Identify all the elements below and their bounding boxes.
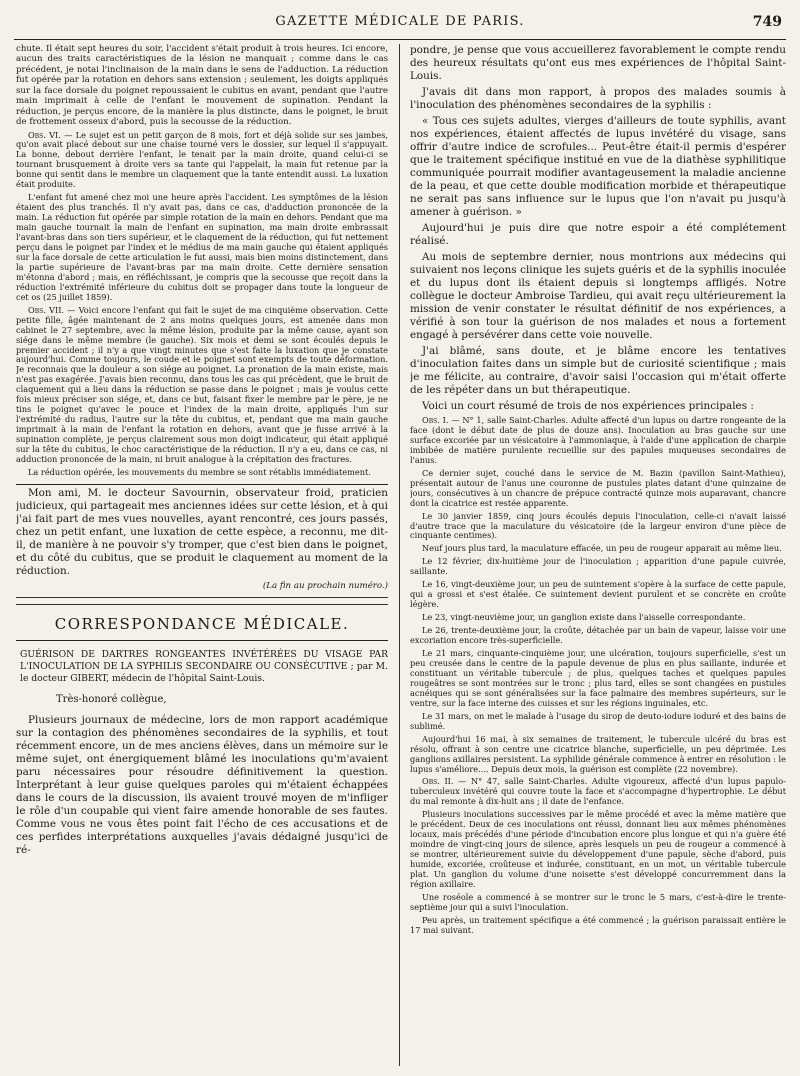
paragraph: Le 12 février, dix-huitième jour de l'inoculation ; apparition d'une papule cuivrée, saillante. bbox=[410, 556, 786, 577]
article-title: GUÉRISON DE DARTRES RONGEANTES INVÉTÉRÉES DU VISAGE PAR L'INOCULATION DE LA SYPHILIS SECONDAIRE OU CONSÉCUTIVE ; par M. le docteur GIBERT, médecin de l'hôpital Saint-Louis. bbox=[20, 648, 388, 685]
left-column bbox=[16, 44, 388, 1068]
right-column bbox=[410, 44, 786, 1068]
paragraph: Une roséole a commencé à se montrer sur le tronc le 5 mars, c'est-à-dire le trente-septième jour qui a suivi l'inoculation. bbox=[410, 891, 786, 912]
section-rule bbox=[16, 484, 388, 485]
observation-text: — N° 47, salle Saint-Charles. Adulte vigoureux, affecté d'un lupus papulo-tuberculeux invétéré qui couvre toute la face et s'accompagne d'hypertrophie. Le début du mal remonte à dix-huit ans ; il date de l'enfance. bbox=[410, 776, 786, 807]
heading-rule bbox=[16, 640, 388, 641]
observation-label: Obs. II. bbox=[422, 776, 454, 787]
paragraph: Voici un court résumé de trois de nos expériences principales : bbox=[422, 400, 754, 412]
observation-text: — Le sujet est un petit garçon de 8 mois, fort et déjà solide sur ses jambes, qu'on avait placé debout sur une chaise tourné vers le dossier, sur lequel il s'appuyait. La bonne, debout derrière l'enfant, le tenait par la main droite, quand celui-ci se tournant brusquement à droite vers sa tante qui l'appelait, la main fut retenue par la bonne qui sentit dans le membre un claquement que la tante entendit aussi. La luxation était produite. bbox=[16, 129, 388, 190]
paragraph: J'avais dit dans mon rapport, à propos des malades soumis à l'inoculation des phénomènes secondaires de la syphilis : bbox=[410, 86, 786, 111]
observation-6 bbox=[16, 131, 388, 191]
paragraph: Au mois de septembre dernier, nous montrions aux médecins qui suivaient nos leçons clinique les sujets guéris et de la syphilis inoculée et du lupus dont ils étaient depuis si longtemps affligés. Notre collègue le docteur Ambroise Tardieu, qui avait reçu ultérieurement la mission de venir constater le résultat définitif de nos expériences, a vérifié à son tour la guérison de nos malades et nous a fortement engagé à persévérer dans cette voie nouvelle. bbox=[410, 251, 786, 341]
observation-label: Obs. VII. bbox=[28, 304, 65, 315]
paragraph: Le 30 janvier 1859, cinq jours écoulés depuis l'inoculation, celle-ci n'avait laissé d'autre trace que la maculature du vésicatoire (de la largeur environ d'une pièce de cinquante centimes). bbox=[410, 510, 786, 541]
paragraph: Aujourd'hui je puis dire que notre espoir a été complétement réalisé. bbox=[410, 222, 786, 247]
paragraph: Ce dernier sujet, couché dans le service de M. Bazin (pavillon Saint-Mathieu), présentait autour de l'anus une couronne de pustules plates datant d'une quinzaine de jours, consécutives à un chancre de prépuce contracté quinze mois auparavant, chancre dont la cicatrice est restée apparente. bbox=[410, 467, 786, 508]
paragraph: chute. Il était sept heures du soir, l'accident s'était produit à trois heures. Ici encore, aucun des traits caractéristiques de la lésion ne manquait ; comme dans le cas précédent, je notai l'inclinaison de la main dans le sens de l'adduction. La réduction fut opérée par la rotation en dehors sans extension ; seulement, les doigts appliqués sur la face dorsale du poignet repoussaient le cubitus en avant, pendant que l'autre main imprimait à celle de l'enfant le mouvement de supination. Pendant la réduction, je perçus encore, de la manière la plus distincte, dans le poignet, le bruit de frottement osseux d'abord, puis la secousse de la réduction. bbox=[16, 44, 388, 128]
paragraph: Le 26, trente-deuxième jour, la croûte, détachée par un bain de vapeur, laisse voir une excoriation encore très-superficielle. bbox=[410, 625, 786, 646]
paragraph: Plusieurs inoculations successives par le même procédé et avec la même matière que le précédent. Deux de ces inoculations ont réussi, donnant lieu aux mêmes phénomènes locaux, mais précédés d'une période d'incubation encore plus longue et qui n'a guère été moindre de vingt-cinq jours de silence, après lesquels un peu de rougeur a commencé à se montrer, ultérieurement suivie du développement d'une papule, sèche d'abord, puis humide, excoriée, croûteuse et indurée, constituant, en un mot, un véritable tubercule plat. Un ganglion du volume d'une noisette s'est développé concurremment dans la région axillaire. bbox=[410, 809, 786, 889]
paragraph: Neuf jours plus tard, la maculature effacée, un peu de rougeur apparait au même lieu. bbox=[422, 543, 782, 554]
paragraph: Aujourd'hui 16 mai, à six semaines de traitement, le tubercule ulcéré du bras est résolu, offrant à son centre une cicatrice blanche, superficielle, un peu déprimée. Les ganglions axillaires persistent. La syphilide générale commence à entrer en résolution : le lupus s'améliore.... Depuis deux mois, la guérison est complète (22 novembre). bbox=[410, 733, 786, 774]
observation-1 bbox=[410, 416, 786, 466]
column-divider bbox=[399, 44, 400, 1066]
observation-2 bbox=[410, 777, 786, 807]
observation-text: — N° 1, salle Saint-Charles. Adulte affecté d'un lupus ou dartre rongeante de la face (dont le début date de plus de douze ans). Inoculation au bras gauche sur une surface excoriée par un vésicatoire à l'ammoniaque, à l'aide d'une application de charpie imbibée de matière purulente recueillie sur des papules muqueuses secondaires de l'anus. bbox=[410, 415, 786, 465]
section-heading: CORRESPONDANCE MÉDICALE. bbox=[54, 615, 350, 634]
header-rule bbox=[14, 39, 786, 40]
journal-title: GAZETTE MÉDICALE DE PARIS. bbox=[275, 14, 525, 29]
to-be-continued: (La fin au prochain numéro.) bbox=[262, 580, 388, 591]
paragraph: pondre, je pense que vous accueillerez favorablement le compte rendu des heureux résultats qu'ont eus mes expériences de l'hôpital Saint-Louis. bbox=[410, 44, 786, 82]
ornamental-rule bbox=[16, 597, 388, 605]
observation-label: Obs. I. bbox=[422, 415, 449, 425]
paragraph: Plusieurs journaux de médecine, lors de mon rapport académique sur la contagion des phénomènes secondaires de la syphilis, et tout récemment encore, un de mes anciens élèves, dans un mémoire sur le même sujet, ont énergiquement blâmé les inoculations qu'm'avaient paru nécessaires pour résoudre définitivement la question. Interprétant à leur guise quelques paroles qui m'étaient échappées dans le cours de la discussion, ils avaient trouvé moyen de m'infliger le rôle d'un coupable qui vient faire amende honorable de ses fautes. Comme vous ne vous êtes point fait l'écho de ces accusations et de ces perfides interprétations auxquelles j'avais dédaigné jusqu'ici de ré- bbox=[16, 713, 388, 856]
observation-7 bbox=[16, 306, 388, 465]
paragraph: Le 31 mars, on met le malade à l'usage du sirop de deuto-iodure ioduré et des bains de sublimé. bbox=[410, 710, 786, 731]
paragraph: J'ai blâmé, sans doute, et je blâme encore les tentatives d'inoculation faites dans un simple but de curiosité scientifique ; mais je me félicite, au contraire, d'avoir saisi l'occasion qui m'était offerte de les répéter dans un but thérapeutique. bbox=[410, 345, 786, 396]
quotation: « Tous ces sujets adultes, vierges d'ailleurs de toute syphilis, avant nos expériences, étaient affectés de lupus invétéré du visage, sans offrir d'autre indice de scrofules... Peut-être était-il permis d'espérer que le traitement spécifique institué en vue de la diathèse syphilitique communiquée pourrait modifier avantageusement la maladie ancienne de la peau, et que cette double modification morbide et thérapeutique ne serait pas sans influence sur le lupus que l'on n'avait pu jusqu'à amener à guérison. » bbox=[410, 115, 786, 218]
paragraph: Peu après, un traitement spécifique a été commencé ; la guérison paraissait entière le 17 mai suivant. bbox=[410, 914, 786, 935]
paragraph: Le 21 mars, cinquante-cinquième jour, une ulcération, toujours superficielle, s'est un peu creusée dans le centre de la papule devenue de plus en plus saillante, indurée et constituant un véritable tubercule ; de plus, quelques taches et quelques papules rougeâtres se sont montrées sur le tronc ; plus tard, elles se sont changées en pustules acnéiques qui se sont généralisées sur la face palmaire des membres supérieurs, sur le ventre, sur la face interne des cuisses et sur les régions inguinales, etc. bbox=[410, 648, 786, 708]
page-number: 749 bbox=[752, 14, 782, 30]
page-header bbox=[14, 14, 786, 36]
paragraph: Mon ami, M. le docteur Savournin, observateur froid, praticien judicieux, qui partageait mes anciennes idées sur cette lésion, et à qui j'ai fait part de mes vues nouvelles, ayant rencontré, ces jours passés, chez un petit enfant, une luxation de cette espèce, a reconnu, me dit-il, de manière à ne pouvoir s'y tromper, que c'est bien dans le poignet, et du côté du cubitus, que se produit le claquement au moment de la réduction. bbox=[16, 486, 388, 577]
observation-text: — Voici encore l'enfant qui fait le sujet de ma cinquième observation. Cette petite fille, âgée maintenant de 2 ans moins quelques jours, est amenée dans mon cabinet le 27 septembre, avec la même lésion, produite par la même cause, ayant son siége dans le même membre (le gauche). Six mois et demi se sont écoulés depuis le premier accident ; il n'y a que vingt minutes que s'est faite la luxation que je constate aujourd'hui. Comme toujours, le coude et le poignet sont exempts de toute déformation. Je reconnais que la douleur a son siége au poignet. La pronation de la main existe, mais n'est pas exagérée. J'avais bien reconnu, dans tous les cas qui précèdent, que le bruit de claquement qui a lieu dans la réduction se passe dans le poignet ; mais je voulus cette fois mieux préciser son siége, et, dans ce but, faisant fixer le membre par le père, je ne tins le poignet qu'avec le pouce et l'index de la main droite, appliqués l'un sur l'extrémité du radius, l'autre sur la tête du cubitus, et, pendant que ma main gauche imprimait à la main de l'enfant la rotation en dehors, avant que je fusse arrivé à la supination complète, je perçus clairement sous mon doigt indicateur, qui était appliqué sur la tête du cubitus, le choc caractéristique de la réduction. Il n'y a eu, dans ce cas, ni adduction prononcée de la main, ni bruit analogue à la crépitation des fractures. bbox=[16, 304, 388, 464]
paragraph: Le 23, vingt-neuvième jour, un ganglion existe dans l'aisselle correspondante. bbox=[422, 612, 746, 623]
salutation: Très-honoré collègue, bbox=[56, 693, 167, 705]
paragraph: L'enfant fut amené chez moi une heure après l'accident. Les symptômes de la lésion étaient des plus tranchés. Il n'y avait pas, dans ce cas, d'adduction prononcée de la main. La réduction fut opérée par simple rotation de la main en dehors. Pendant que ma main gauche tournait la main de l'enfant en supination, ma main droite embrassait l'avant-bras dans son tiers supérieur, et le claquement de la réduction, qui fut nettement perçu dans le poignet par l'index et le médius de ma main gauche qui étaient appliqués sur la face dorsale de cette articulation le fut aussi, mais bien moins distinctement, dans la partie supérieure de l'avant-bras par ma main droite. Cette dernière sensation m'étonna d'abord ; mais, en réfléchissant, je compris que la secousse que reçoit dans la réduction l'extrémité inférieure du cubitus doit se propager dans toute la longueur de cet os (25 juillet 1859). bbox=[16, 192, 388, 302]
paragraph: Le 16, vingt-deuxième jour, un peu de suintement s'opère à la surface de cette papule, qui a grossi et s'est étalée. Ce suintement devient purulent et se concrète en croûte légère. bbox=[410, 579, 786, 610]
observation-label: Obs. VI. bbox=[28, 129, 61, 140]
paragraph: La réduction opérée, les mouvements du membre se sont rétablis immédiatement. bbox=[28, 466, 371, 477]
